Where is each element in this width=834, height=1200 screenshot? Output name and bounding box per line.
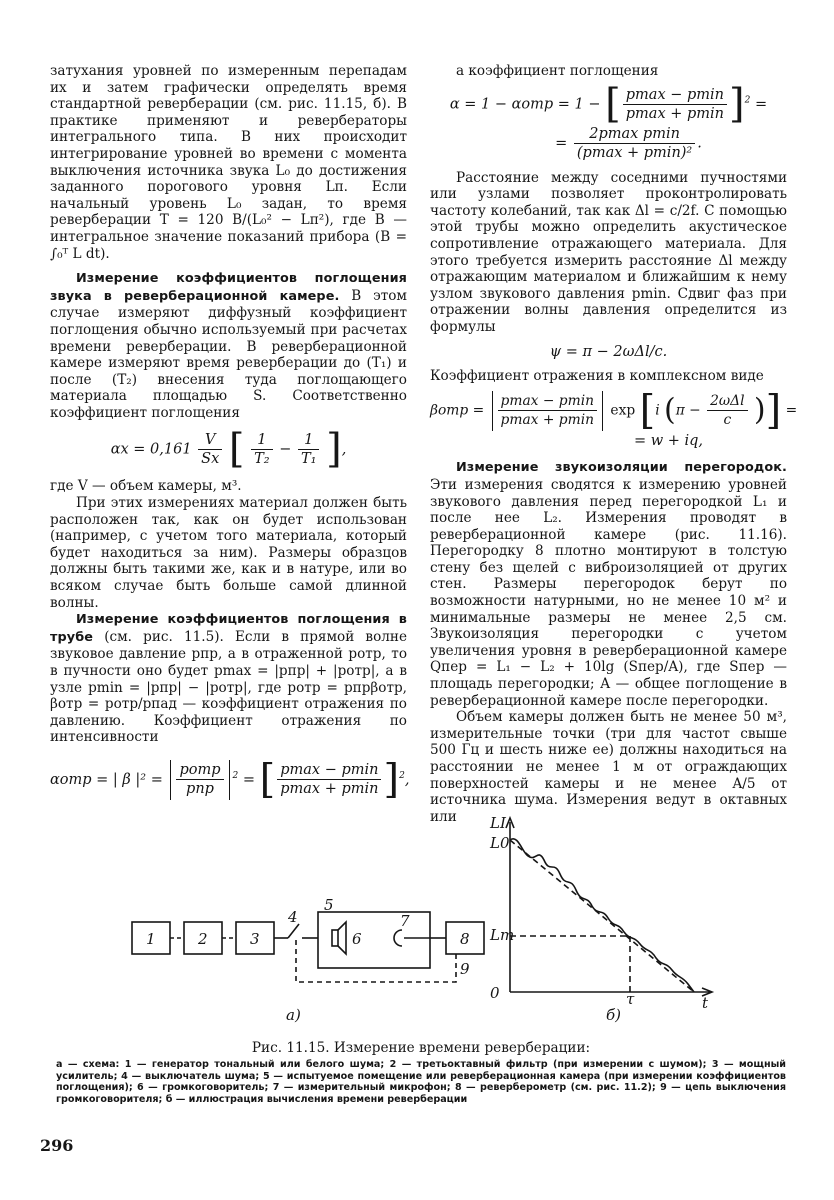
svg-text:LI: LI [490,814,506,832]
svg-text:1: 1 [146,930,156,948]
section-heading: Измерение звукоизоляции перегородок. [456,460,787,476]
threshold-guide [510,936,630,992]
regression-line [510,840,694,992]
svg-text:2: 2 [198,930,208,948]
paragraph: Измерение звукоизоляции перегородок. Эти измерения сводятся к измерению уровней звукового давления перед перегородкой L₁ и после нее L₂. Измерения проводят в реверберационной камере (рис. 11.16). Перегородку 8 плотно монтируют в толстую стену без щелей с виброизоляцией от других стен. Размеры перегородок берут по возможности натурными, но не менее 10 м² и минимальные размеры не менее 2,5 см. Звукоизоляция перегородки с учетом увеличения уровня в реверберационной камере Qпер = L₁ − L₂ + 10lg (Sпер/A), где Sпер — площадь перегородки; A — общее поглощение в реверберационной камере после перегородки. [430,460,787,709]
section-heading: Измерение коэффициентов поглощения звука в реверберационной камере. [50,271,407,304]
right-column [430,63,798,825]
svg-text:9: 9 [460,960,470,978]
svg-text:0: 0 [490,984,500,1002]
formula-alpha-otr: αотр = | β |² = $\frac{\text{pотр}}{\text{pпр}}$ $^2$ = [ $\frac{pmax - pmin}{pmax + pmin}$ ]$^2$, [50,756,410,803]
svg-text:τ: τ [626,990,635,1008]
formula-alpha-x: αx = 0,161 $\frac{V}{Sx}$ [ $\frac{1}{\text{T₂}}$ − $\frac{1}{\text{T₁}}$ ], [110,426,347,473]
formula-beta-otr: βотр = $\frac{pmax - pmin}{pmax + pmin}$ exp [i (π − $\frac{\text{2ωΔl}}{c}$ )] = [430,387,798,434]
page-number: 296 [40,1136,74,1155]
svg-text:t: t [702,994,709,1012]
paragraph: Расстояние между соседними пучностями или узлами позволяет проконтролировать частоту колебаний, так как Δl = c/2f. С помощью этой трубы можно определить акустическое сопротивление отражающего материала. Для этого требуется измерить расстояние Δl между отражающим материалом и ближайшим к нему узлом звукового давления pmin. Сдвиг фаз при отражении волны давления определится из формулы [430,169,787,335]
svg-text:L0: L0 [490,834,510,852]
paragraph: Коэффициент отражения в комплексном виде [430,368,764,385]
formula-beta-rhs: = w + iq, [633,432,704,449]
figure-caption [56,1040,786,1105]
formula-alpha-2: = $\frac{\text{2pmax pmin}}{\text{(pmax + pmin)²}}$ . [555,125,702,161]
paragraph: Измерение коэффициентов поглощения в трубе (см. рис. 11.5). Если в прямой волне звуковое давление pпр, а в отраженной pотр, то в пучности оно будет pmax = |pпр| + |pотр|, а в узле pmin = |pпр| − |pотр|, где pотр = pпрβотр, βотр = pотр/pпад — коэффициент отражения по давлению. Коэффициент отражения по интенсивности [50,612,407,746]
svg-text:4: 4 [288,908,298,926]
left-column [50,63,410,810]
paragraph: где V — объем камеры, м³. [50,478,242,495]
svg-text:а): а) [286,1006,301,1024]
caption-title: Рис. 11.15. Измерение времени реверберации: [251,1040,591,1056]
formula-alpha: α = 1 − αотр = 1 − [ $\frac{pmax - pmin}{pmax + pmin}$ ]$^2$ = [449,80,768,127]
svg-text:5: 5 [324,896,334,914]
microphone-icon [394,930,402,946]
formula-psi: ψ = π − 2ωΔl/c. [549,343,668,360]
switch-4 [288,924,299,938]
svg-text:7: 7 [400,912,410,930]
cord-9 [296,940,456,982]
paragraph: Измерение коэффициентов поглощения звука в реверберационной камере. В этом случае измеряют диффузный коэффициент поглощения обычно используемый при расчетах времени реверберации. В реверберационной камере измеряют время реверберации до (T₁) и после (T₂) внесения туда поглощающего материала площадью S. Соответственно коэффициент поглощения [50,271,407,421]
section-heading: Измерение коэффициентов поглощения в трубе [50,612,407,645]
speaker-icon [332,930,338,946]
svg-text:6: 6 [352,930,362,948]
svg-text:Lт: Lт [490,926,515,944]
caption-text: а — схема: 1 — генератор тональный или белого шума; 2 — третьоктавный фильтр (при измерении с шумом); 3 — мощный усилитель; 4 — выключатель шума; 5 — испытуемое помещение или реверберационная камера (при измерении коэффициентов поглощения); 6 — громкоговоритель; 7 — измерительный микрофон; 8 — реверберометр (см. рис. 11.2); 9 — цепь выключения громкоговорителя; б — иллюстрация вычисления времени реверберации [56,1059,786,1105]
svg-text:3: 3 [250,930,260,948]
room-5 [318,912,430,968]
paragraph: При этих измерениях материал должен быть расположен так, как он будет использован (например, с учетом того материала, который будет находиться за ним). Размеры образцов должны быть такими же, как и в натуре, или во всяком случае быть больше самой длинной волны. [50,495,407,611]
paragraph: затухания уровней по измеренным перепадам их и затем графически определять время стандартной реверберации (см. рис. 11.15, б). В практике применяют и ревербераторы интегрального типа. В них происходит интегрирование уровней во времени с момента выключения источника звука L₀ до достижения заданного порогового уровня Lп. Если начальный уровень L₀ задан, то время реверберации T = 120 B/(L₀² − Lп²), где B — интегральное значение показаний прибора (B = ∫₀ᵀ L dt). [50,63,407,262]
figure-11-15 [118,812,730,1037]
svg-text:8: 8 [460,930,470,948]
svg-text:б): б) [606,1006,622,1024]
paragraph: а коэффициент поглощения [456,63,659,79]
paragraph: Объем камеры должен быть не менее 50 м³, измерительные точки (три для частот свыше 500 Гц и шесть ниже ее) должны находиться на расстоянии не менее 1 м от ограждающих поверхностей камеры и не менее A/5 от источника шума. Измерения ведут в октавных или [430,709,787,825]
